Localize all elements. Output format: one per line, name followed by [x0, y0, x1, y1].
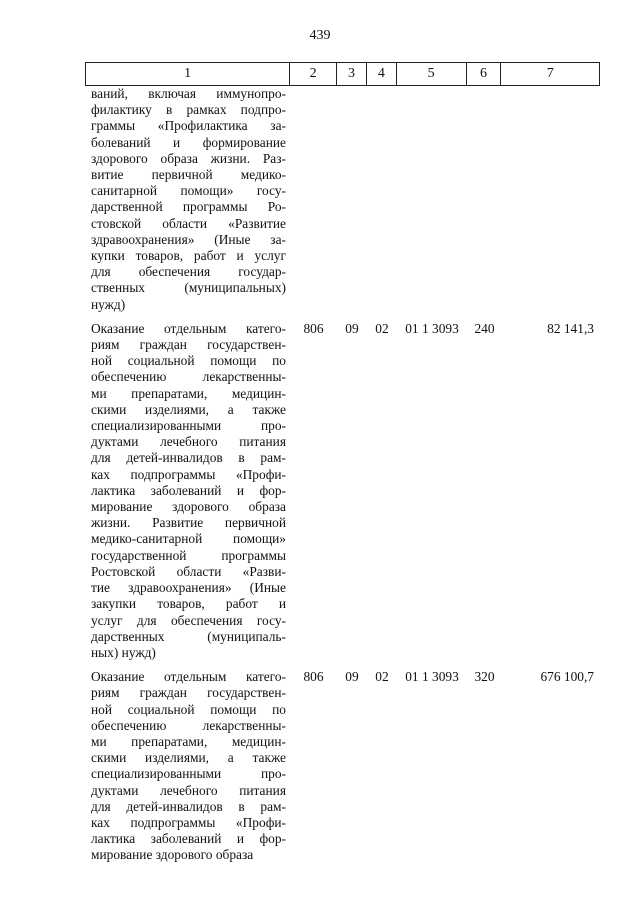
description-line: для обеспечения государ- [91, 264, 286, 280]
cell-col-4: 02 [375, 669, 389, 685]
row-description [85, 669, 290, 863]
header-col-7: 7 [546, 66, 554, 81]
description-line: ных) нужд) [91, 644, 156, 660]
description-line: ной социальной помощи по [91, 353, 286, 369]
description-line: мирование здорового образа [91, 847, 254, 863]
description-line: для детей-инвалидов в рам- [91, 798, 286, 814]
table-body [85, 86, 600, 872]
description-line: ках подпрограммы «Профи- [91, 814, 286, 830]
description-line: закупки товаров, работ и [91, 596, 286, 612]
header-col-6: 6 [467, 63, 502, 85]
table-row [85, 669, 600, 863]
header-col-4: 4 [367, 63, 397, 85]
description-line: болеваний и формирование [91, 134, 286, 150]
description-line: дуктами лечебного питания [91, 434, 286, 450]
cell-col-3: 09 [345, 320, 359, 336]
cell-col-2: 806 [303, 320, 324, 336]
cell-col-6 [467, 86, 502, 313]
description-line: дарственных (муниципаль- [91, 628, 286, 644]
cell-col-5: 01 1 3093 [405, 669, 459, 685]
cell-col-7 [502, 86, 600, 313]
header-col-2: 2 [290, 63, 337, 85]
description-line: стовской области «Развитие [91, 215, 286, 231]
page-number: 439 [309, 28, 331, 43]
description-line: скими изделиями, а также [91, 401, 286, 417]
cell-col-3: 09 [345, 669, 359, 685]
description-line: Ростовской области «Разви- [91, 563, 286, 579]
description-line: жизни. Развитие первичной [91, 515, 286, 531]
description-line: обеспечению лекарственны- [91, 717, 286, 733]
description-line: ми препаратами, медицин- [91, 733, 286, 749]
cell-col-2 [290, 86, 337, 313]
description-line: витие первичной медико- [91, 167, 286, 183]
header-col-5: 5 [397, 63, 467, 85]
description-line: ственных (муниципальных) [91, 280, 286, 296]
description-line: здорового образа жизни. Раз- [91, 150, 286, 166]
description-line: дарственной программы Ро- [91, 199, 286, 215]
description-line: Оказание отдельным катего- [91, 320, 286, 336]
description-line: риям граждан государствен- [91, 337, 286, 353]
cell-col-6: 320 [474, 669, 495, 685]
cell-col-4 [367, 86, 397, 313]
description-line: ках подпрограммы «Профи- [91, 466, 286, 482]
description-line: Оказание отдельным катего- [91, 669, 286, 685]
row-description [85, 321, 290, 661]
description-line: ной социальной помощи по [91, 701, 286, 717]
row-description [85, 86, 290, 313]
description-line: здравоохранения» (Иные за- [91, 231, 286, 247]
description-line: тие здравоохранения» (Иные [91, 580, 286, 596]
description-line: граммы «Профилактика за- [91, 118, 286, 134]
description-line: риям граждан государствен- [91, 685, 286, 701]
description-line: скими изделиями, а также [91, 750, 286, 766]
cell-col-3 [337, 86, 367, 313]
cell-col-7: 82 141,3 [547, 320, 594, 336]
description-line: обеспечению лекарственны- [91, 369, 286, 385]
description-line: лактика заболеваний и фор- [91, 482, 286, 498]
table-header [85, 62, 600, 86]
description-line: услуг для обеспечения госу- [91, 612, 286, 628]
description-line: мирование здорового образа [91, 499, 286, 515]
description-line: филактику в рамках подпро- [91, 102, 286, 118]
cell-col-5: 01 1 3093 [405, 320, 459, 336]
description-line: купки товаров, работ и услуг [91, 248, 286, 264]
description-line: ми препаратами, медицин- [91, 385, 286, 401]
header-col-3: 3 [337, 63, 367, 85]
cell-col-2: 806 [303, 669, 324, 685]
cell-col-4: 02 [375, 320, 389, 336]
header-col-1: 1 [86, 63, 290, 85]
cell-col-5 [397, 86, 467, 313]
description-line: специализированными про- [91, 418, 286, 434]
description-line: государственной программы [91, 547, 286, 563]
description-line: ваний, включая иммунопро- [91, 86, 286, 101]
description-line: для детей-инвалидов в рам- [91, 450, 286, 466]
cell-col-6: 240 [474, 320, 495, 336]
description-line: дуктами лечебного питания [91, 782, 286, 798]
cell-col-7: 676 100,7 [540, 669, 594, 685]
table-row [85, 86, 600, 313]
description-line: санитарной помощи» госу- [91, 183, 286, 199]
description-line: специализированными про- [91, 766, 286, 782]
description-line: лактика заболеваний и фор- [91, 831, 286, 847]
description-line: нужд) [91, 296, 126, 312]
description-line: медико-санитарной помощи» [91, 531, 286, 547]
table-row [85, 321, 600, 661]
